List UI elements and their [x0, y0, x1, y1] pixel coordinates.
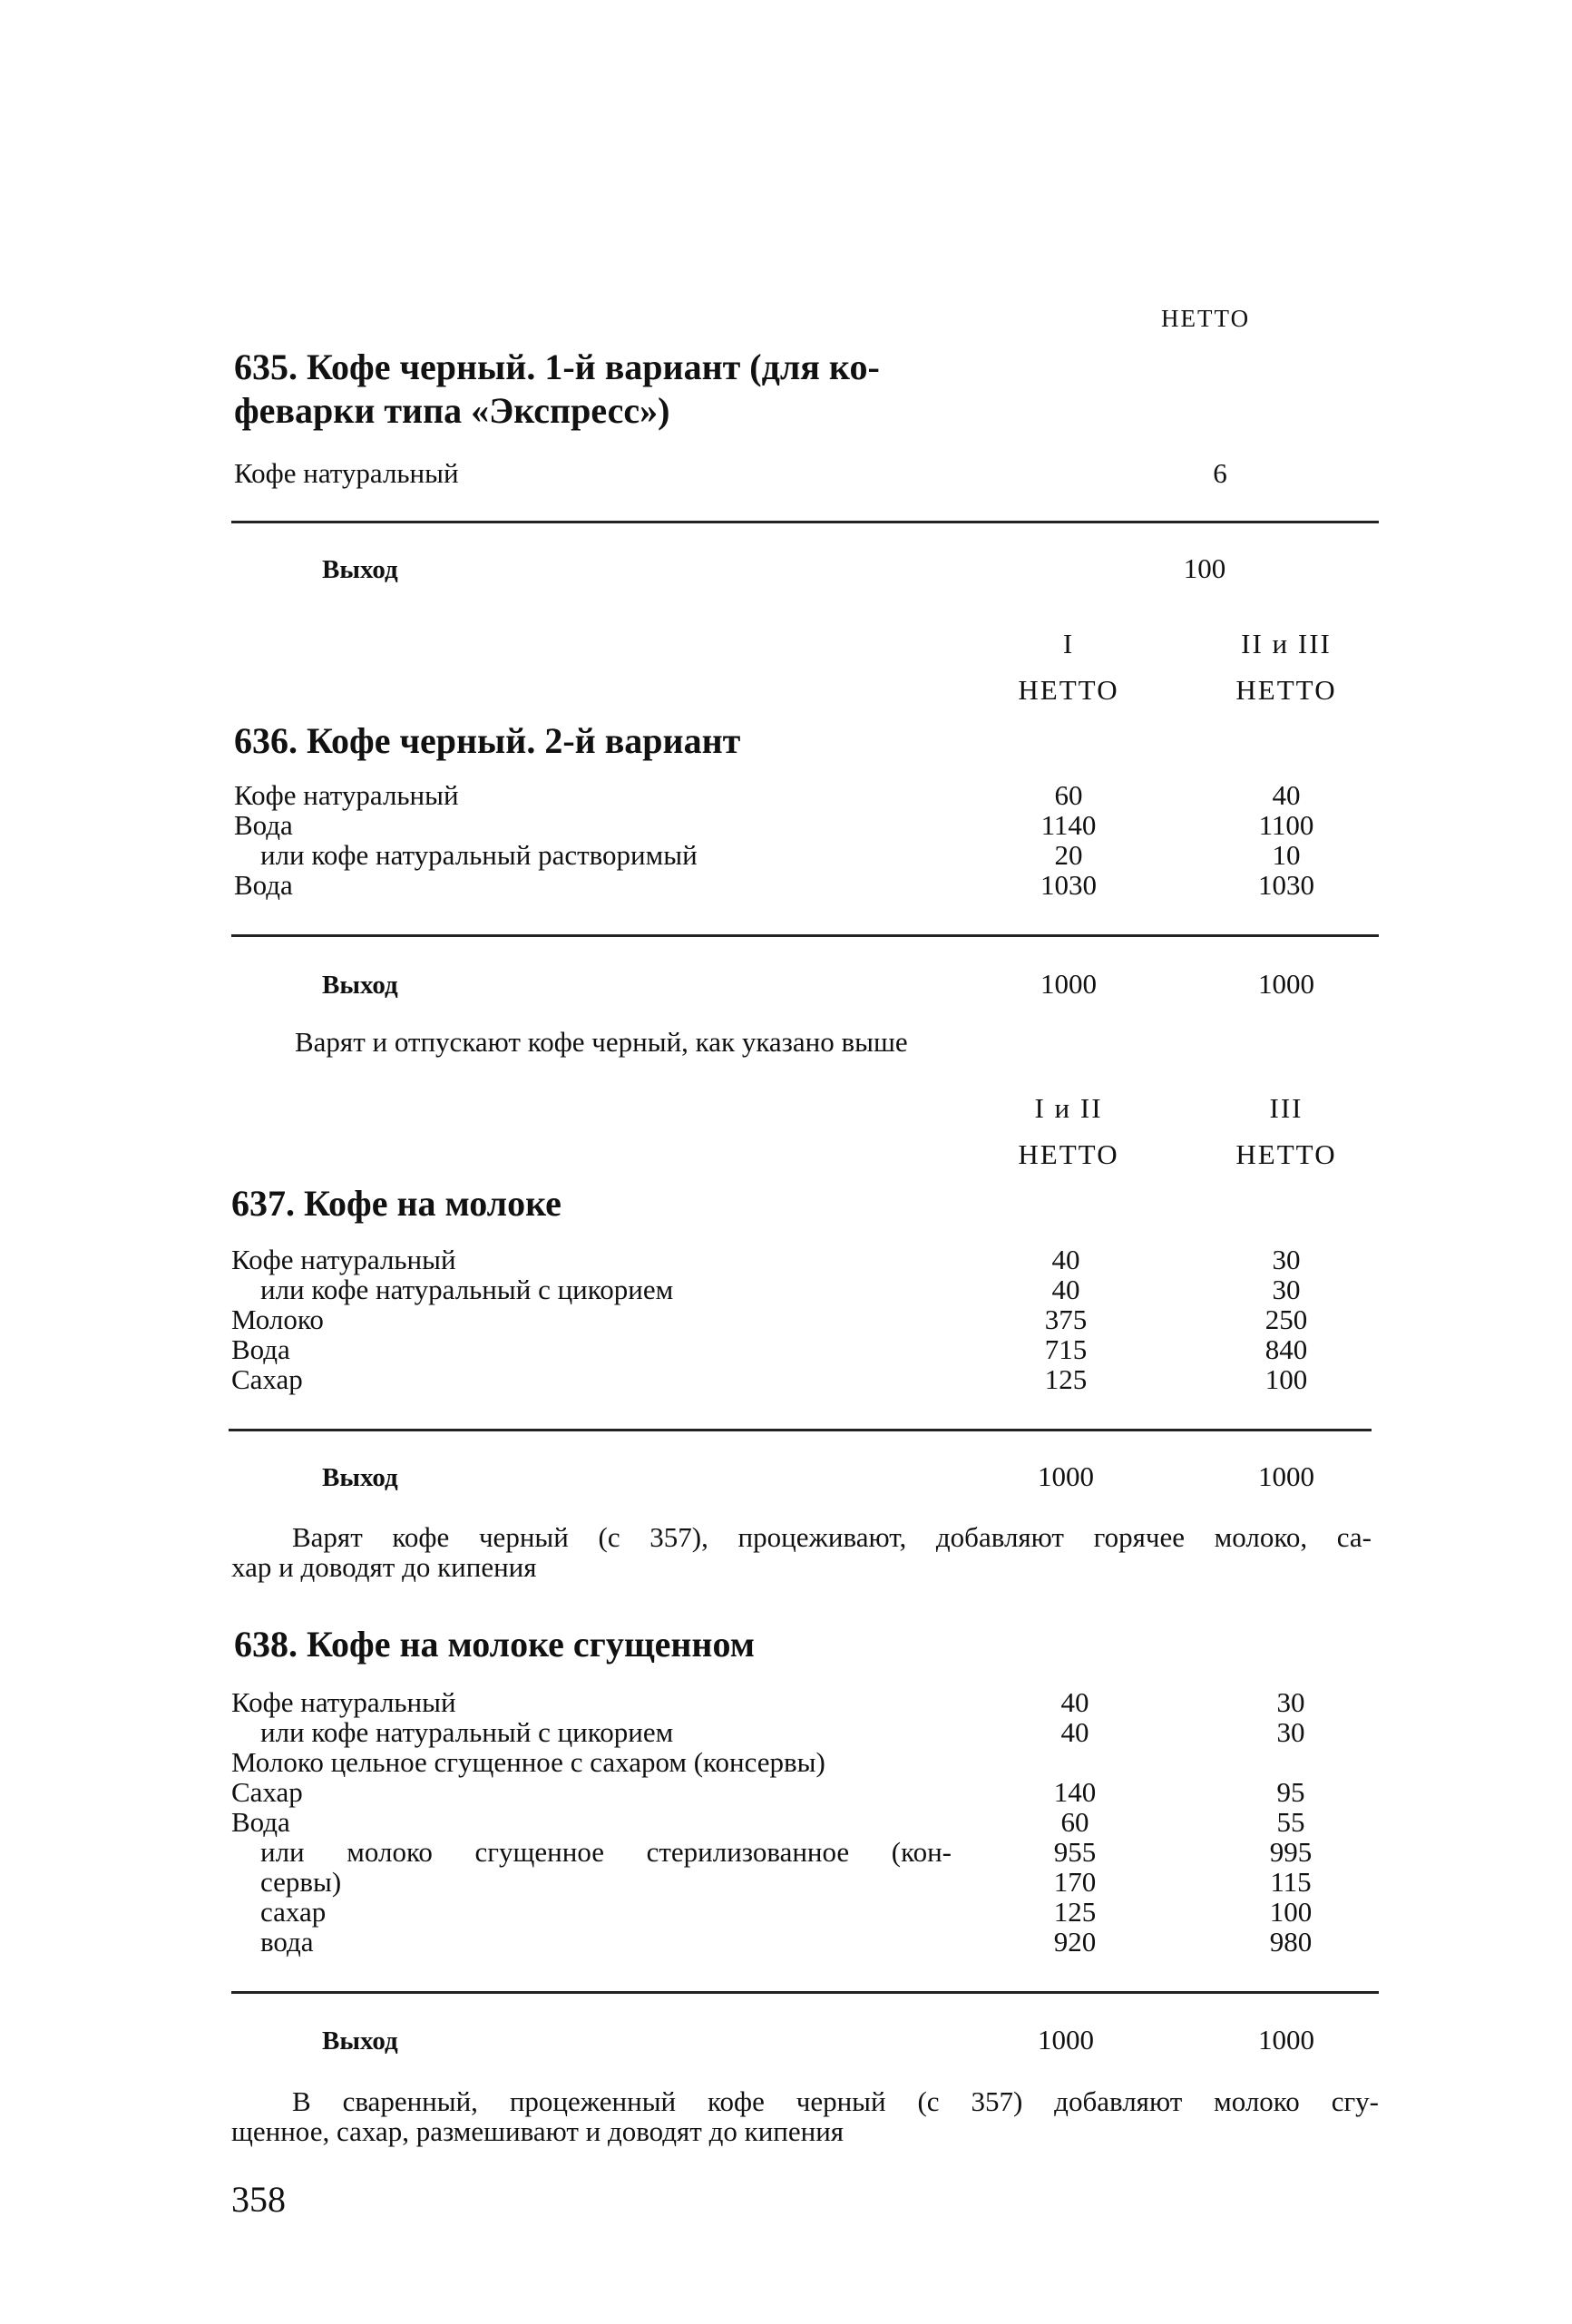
ingredient-amount: 60 — [1060, 1806, 1089, 1838]
ingredient-amount: 375 — [1044, 1304, 1088, 1335]
yield-value: 1000 — [1038, 1460, 1094, 1492]
divider-rule — [231, 1991, 1379, 1994]
yield-value: 1000 — [1258, 968, 1314, 1000]
column-header-netto: НЕТТО — [1161, 305, 1251, 332]
ingredient-amount: 1140 — [1040, 809, 1097, 841]
ingredient-name: Кофе натуральный — [231, 1244, 456, 1275]
yield-value: 1000 — [1038, 2024, 1094, 2055]
ingredient-name: или кофе натуральный с цикорием — [260, 1274, 674, 1305]
ingredient-amount: 980 — [1269, 1926, 1313, 1958]
ingredient-amount: 1030 — [1258, 869, 1314, 901]
column-header-netto: НЕТТО — [1018, 1138, 1119, 1170]
recipe-635-title-line1: 635. Кофе черный. 1-й вариант (для ко- — [234, 347, 880, 387]
ingredient-amount: 125 — [1044, 1363, 1088, 1395]
ingredient-amount: 30 — [1272, 1244, 1301, 1275]
ingredient-amount: 55 — [1276, 1806, 1305, 1838]
divider-rule — [231, 521, 1379, 523]
column-group-1: I и II — [1034, 1092, 1103, 1124]
ingredient-amount: 840 — [1264, 1333, 1308, 1365]
ingredient-amount: 955 — [1053, 1836, 1097, 1868]
yield-value: 1000 — [1040, 968, 1097, 1000]
ingredient-name: Молоко цельное сгущенное с сахаром (консервы) — [231, 1746, 825, 1778]
ingredient-name: сахар — [260, 1896, 327, 1928]
ingredient-name: Вода — [231, 1806, 290, 1838]
yield-value: 1000 — [1258, 2024, 1314, 2055]
ingredient-amount: 250 — [1264, 1304, 1308, 1335]
ingredient-amount: 40 — [1060, 1716, 1089, 1748]
divider-rule — [229, 1429, 1372, 1431]
column-header-netto: НЕТТО — [1018, 674, 1119, 706]
column-header-netto: НЕТТО — [1235, 1138, 1337, 1170]
recipe-638-title: 638. Кофе на молоке сгущенном — [234, 1624, 755, 1665]
ingredient-name: Кофе натуральный — [231, 1686, 456, 1718]
recipe-note-line1: В сваренный, процеженный кофе черный (с 357) добавляют молоко сгу- — [292, 2085, 1379, 2117]
ingredient-amount: 20 — [1054, 839, 1083, 871]
yield-label: Выход — [322, 555, 398, 584]
yield-label: Выход — [322, 1463, 398, 1492]
ingredient-name: или кофе натуральный с цикорием — [260, 1716, 674, 1748]
ingredient-name: Вода — [231, 1333, 290, 1365]
ingredient-name: Вода — [234, 869, 293, 901]
ingredient-name: или молоко сгущенное стерилизованное (кон- — [260, 1836, 952, 1868]
ingredient-amount: 40 — [1051, 1244, 1080, 1275]
ingredient-name: Кофе натуральный — [234, 457, 459, 489]
recipe-note-line2: щенное, сахар, размешивают и доводят до кипения — [231, 2115, 845, 2147]
ingredient-amount: 100 — [1264, 1363, 1308, 1395]
ingredient-amount: 1100 — [1258, 809, 1314, 841]
ingredient-amount: 715 — [1044, 1333, 1088, 1365]
column-group-1: I — [1062, 628, 1075, 659]
ingredient-amount: 30 — [1276, 1716, 1305, 1748]
ingredient-amount: 170 — [1053, 1866, 1097, 1898]
ingredient-amount: 30 — [1272, 1274, 1301, 1305]
recipe-note-line1: Варят кофе черный (с 357), процеживают, добавляют горячее молоко, са- — [292, 1521, 1372, 1553]
divider-rule — [231, 934, 1379, 937]
ingredient-name: или кофе натуральный растворимый — [260, 839, 698, 871]
recipe-636-title: 636. Кофе черный. 2-й вариант — [234, 720, 741, 761]
ingredient-name: Сахар — [231, 1776, 303, 1808]
ingredient-amount: 920 — [1053, 1926, 1097, 1958]
recipe-637-title: 637. Кофе на молоке — [231, 1183, 561, 1224]
ingredient-amount: 40 — [1060, 1686, 1089, 1718]
ingredient-amount: 60 — [1054, 779, 1083, 811]
ingredient-amount: 995 — [1269, 1836, 1313, 1868]
column-group-2: III — [1269, 1092, 1303, 1124]
ingredient-amount: 10 — [1272, 839, 1301, 871]
ingredient-amount: 6 — [1213, 457, 1227, 489]
ingredient-name: Вода — [234, 809, 293, 841]
column-group-2: II и III — [1241, 628, 1332, 659]
ingredient-amount: 1030 — [1040, 869, 1097, 901]
recipe-note-line2: хар и доводят до кипения — [231, 1551, 537, 1583]
ingredient-amount: 95 — [1276, 1776, 1305, 1808]
ingredient-amount: 100 — [1269, 1896, 1313, 1928]
yield-value: 100 — [1183, 552, 1226, 584]
recipe-635-title-line2: феварки типа «Экспресс») — [234, 390, 670, 431]
ingredient-name: вода — [260, 1926, 314, 1958]
ingredient-amount: 40 — [1272, 779, 1301, 811]
yield-label: Выход — [322, 971, 398, 1000]
column-header-netto: НЕТТО — [1235, 674, 1337, 706]
ingredient-amount: 140 — [1053, 1776, 1097, 1808]
ingredient-name: сервы) — [260, 1866, 342, 1898]
ingredient-amount: 30 — [1276, 1686, 1305, 1718]
ingredient-name: Сахар — [231, 1363, 303, 1395]
recipe-note: Варят и отпускают кофе черный, как указано выше — [295, 1026, 908, 1058]
ingredient-name: Молоко — [231, 1304, 324, 1335]
ingredient-name: Кофе натуральный — [234, 779, 459, 811]
ingredient-amount: 115 — [1270, 1866, 1312, 1898]
yield-value: 1000 — [1258, 1460, 1314, 1492]
ingredient-amount: 40 — [1051, 1274, 1080, 1305]
page-number: 358 — [231, 2179, 286, 2220]
yield-label: Выход — [322, 2026, 398, 2055]
ingredient-amount: 125 — [1053, 1896, 1097, 1928]
